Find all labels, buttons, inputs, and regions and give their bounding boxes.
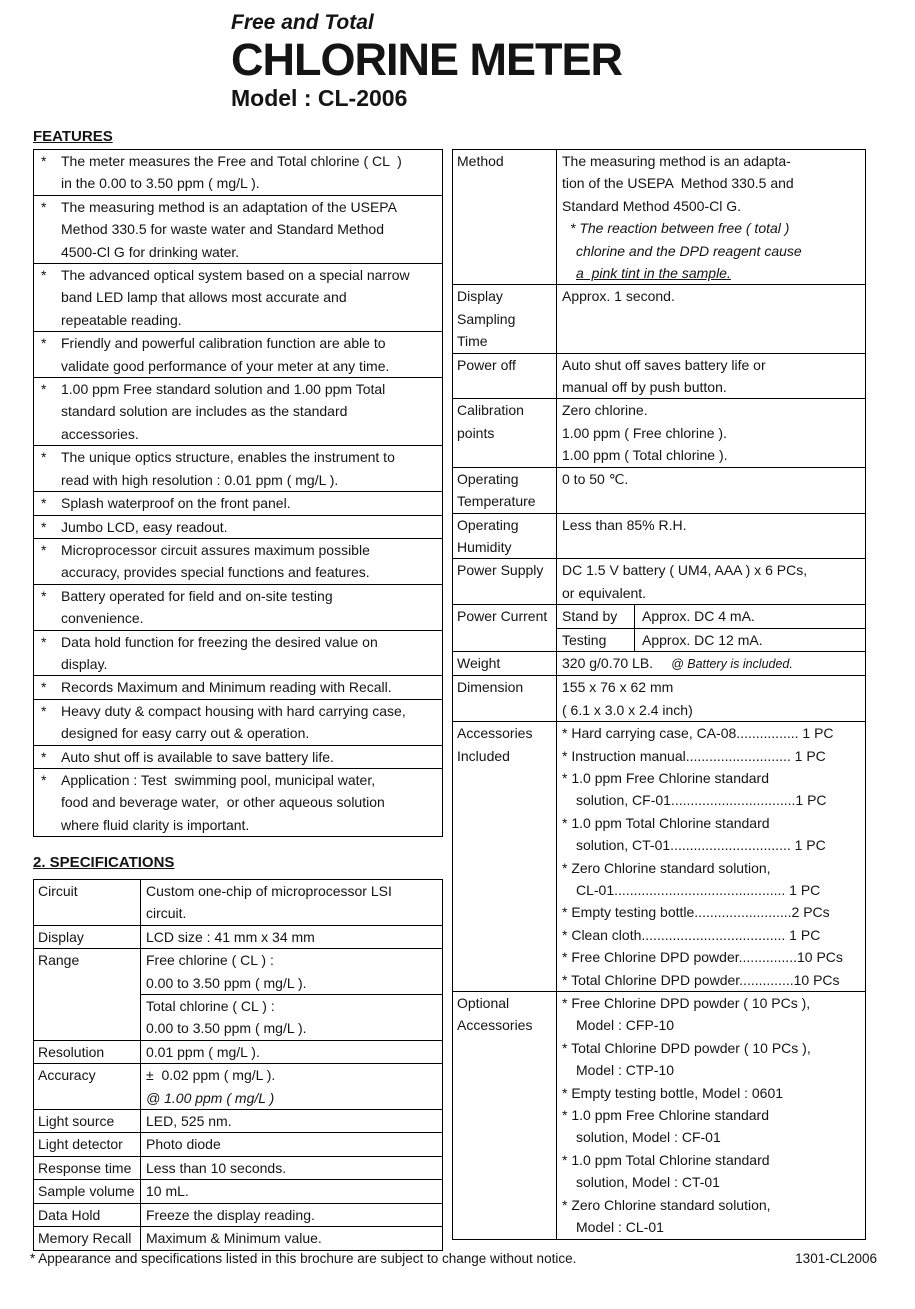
spec-row-label (34, 1110, 141, 1132)
spec-row (34, 1040, 442, 1063)
meas-row-value (557, 676, 865, 721)
text-line: where fluid clarity is important. (61, 816, 250, 833)
text-line: * Empty testing bottle, Model : 0601 (562, 1084, 784, 1101)
spec-row-label (34, 1064, 141, 1109)
value-part (141, 1110, 442, 1132)
value-part (141, 1180, 442, 1202)
text-line: Accessories (457, 1017, 533, 1034)
text-line: chlorine and the DPD reagent cause (576, 242, 802, 259)
bullet-asterisk: * (41, 153, 47, 169)
text-line: 0.01 ppm ( mg/L ). (146, 1043, 260, 1060)
text-line: Operating (457, 516, 519, 533)
spec-row-label (34, 1180, 141, 1202)
feature-text (61, 378, 442, 445)
spec-row (34, 925, 442, 948)
spec-row-value (141, 1041, 442, 1063)
feature-item (34, 377, 442, 445)
bullet-asterisk: * (41, 335, 47, 352)
meas-row-value (557, 605, 865, 651)
feature-item (34, 263, 442, 331)
text-line: accuracy, provides special functions and features. (61, 564, 370, 581)
text-line: validate good performance of your meter at any time. (61, 357, 390, 374)
text-line: The measuring method is an adapta- (562, 153, 791, 169)
text-line: 1.00 ppm ( Total chlorine ). (562, 447, 728, 464)
text-line: Model : CL-01 (576, 1219, 664, 1236)
text-line: solution, Model : CT-01 (576, 1174, 720, 1191)
meas-row (453, 467, 865, 513)
text-line: Application : Test swimming pool, municipal water, (61, 771, 376, 788)
text-line: read with high resolution : 0.01 ppm ( mg/L ). (61, 471, 339, 488)
text-line: Free chlorine ( CL ) : (146, 952, 274, 969)
feature-item (34, 768, 442, 836)
bullet-asterisk: * (41, 679, 47, 696)
text-line: Total chlorine ( CL ) : (146, 998, 275, 1015)
spec-row (34, 880, 442, 925)
text-line: Method (457, 153, 504, 169)
feature-text (61, 446, 442, 491)
spec-row (34, 948, 442, 1040)
text-line: * Instruction manual........................... 1 PC (562, 747, 826, 764)
text-line: LED, 525 nm. (146, 1113, 232, 1130)
text-line: Display (38, 928, 84, 945)
text-line: Accessories (457, 725, 533, 742)
text-line: 0.00 to 3.50 ppm ( mg/L ). (146, 974, 307, 991)
text-line: Model : CTP-10 (576, 1062, 675, 1079)
text-line: * Empty testing bottle.........................2 PCs (562, 904, 830, 921)
feature-text (61, 150, 442, 195)
feature-text (61, 631, 442, 676)
text-line: points (457, 424, 495, 441)
meas-row-label (453, 605, 557, 651)
text-line: * Clean cloth..................................... 1 PC (562, 926, 821, 943)
feature-text (61, 700, 442, 745)
value-part (141, 1204, 442, 1226)
meas-row-value (557, 399, 865, 466)
text-line: Power Current (457, 608, 548, 625)
feature-item (34, 745, 442, 768)
text-line: The measuring method is an adaptation of the USEPA (61, 198, 397, 215)
text-line: The meter measures the Free and Total chlorine ( CL ) (61, 153, 402, 169)
text-line: Approx. DC 12 mA. (642, 631, 763, 648)
sub-row (557, 628, 865, 651)
text-line: Splash waterproof on the front panel. (61, 495, 291, 512)
meas-row-label (453, 354, 557, 399)
text-line: Light source (38, 1113, 115, 1130)
spec-row-value (141, 880, 442, 925)
feature-item (34, 538, 442, 584)
text-line: The unique optics structure, enables the instrument to (61, 449, 395, 466)
meas-row-label (453, 652, 557, 675)
page-title: CHLORINE METER (231, 34, 622, 86)
bullet-asterisk: * (41, 633, 47, 650)
meas-row-value (557, 652, 865, 675)
meas-row-label (453, 514, 557, 559)
footer-note: * Appearance and specifications listed in this brochure are subject to change without notice. (30, 1251, 577, 1266)
meas-row-value (557, 992, 865, 1238)
spec-row (34, 1203, 442, 1226)
spec-row-label (34, 1157, 141, 1179)
spec-row-label (34, 1041, 141, 1063)
features-box (33, 149, 443, 837)
feature-text (61, 264, 442, 331)
text-line: Auto shut off saves battery life or (562, 356, 766, 373)
spec-row-value (141, 949, 442, 1040)
feature-text (61, 332, 442, 377)
text-line: standard solution are includes as the standard (61, 403, 348, 420)
text-line: Light detector (38, 1136, 123, 1153)
text-line: 0 to 50 ℃. (562, 470, 629, 487)
meas-row-label (453, 722, 557, 991)
text-line: 4500-Cl G for drinking water. (61, 243, 240, 260)
text-line: a pink tint in the sample. (576, 265, 731, 282)
text-line (562, 652, 865, 675)
text-line: solution, CT-01............................... 1 PC (576, 837, 826, 854)
value-part (557, 722, 865, 991)
meas-row (453, 353, 865, 399)
text-line: 0.00 to 3.50 ppm ( mg/L ). (146, 1020, 307, 1037)
text-line: Standard Method 4500-Cl G. (562, 197, 741, 214)
text-line: * 1.0 ppm Total Chlorine standard (562, 1151, 770, 1168)
feature-text (61, 585, 442, 630)
text-line: * 1.0 ppm Total Chlorine standard (562, 814, 770, 831)
text-line: LCD size : 41 mm x 34 mm (146, 928, 315, 945)
meas-row-label (453, 559, 557, 604)
text-line: Sampling (457, 310, 516, 327)
text-line: Heavy duty & compact housing with hard carrying case, (61, 702, 406, 719)
meas-row (453, 604, 865, 651)
text-line: Friendly and powerful calibration function are able to (61, 335, 386, 352)
text-line: accessories. (61, 425, 139, 442)
spec-row-value (141, 1064, 442, 1109)
feature-item (34, 491, 442, 514)
feature-text (61, 769, 442, 836)
bullet-asterisk: * (41, 587, 47, 604)
feature-text (61, 539, 442, 584)
text-line: Circuit (38, 883, 78, 899)
text-line: Sample volume (38, 1183, 135, 1200)
spec-row (34, 1226, 442, 1249)
text-line: 10 mL. (146, 1183, 189, 1200)
text-line: display. (61, 655, 108, 672)
measurement-spec-table (452, 149, 866, 1240)
text-line: ± 0.02 ppm ( mg/L ). (146, 1067, 276, 1084)
value-part (141, 994, 442, 1040)
meas-row (453, 398, 865, 466)
sub-value (635, 605, 865, 627)
meas-row-value (557, 150, 865, 284)
spec-row-value (141, 1204, 442, 1226)
value-part (557, 514, 865, 559)
meas-row (453, 721, 865, 991)
text-line: @ 1.00 ppm ( mg/L ) (146, 1089, 275, 1106)
text-line: Freeze the display reading. (146, 1206, 315, 1223)
text-line: circuit. (146, 905, 187, 922)
spec-row-label (34, 880, 141, 925)
sub-row (557, 605, 865, 627)
text-line: * Free Chlorine DPD powder...............10 PCs (562, 949, 843, 966)
text-line: Power off (457, 356, 516, 373)
bullet-asterisk: * (41, 495, 47, 512)
feature-item (34, 699, 442, 745)
bullet-asterisk: * (41, 518, 47, 535)
feature-text (61, 492, 442, 514)
bullet-asterisk: * (41, 198, 47, 215)
text-line: Maximum & Minimum value. (146, 1230, 322, 1247)
text-line: Dimension (457, 679, 524, 696)
meas-row-value (557, 468, 865, 513)
text-line: Zero chlorine. (562, 402, 648, 419)
text-line: Calibration (457, 402, 524, 419)
text-line: designed for easy carry out & operation. (61, 725, 310, 742)
feature-item (34, 331, 442, 377)
text-line: Microprocessor circuit assures maximum possible (61, 541, 370, 558)
sub-key (557, 605, 635, 627)
meas-row (453, 651, 865, 675)
value-part (141, 1227, 442, 1249)
feature-item (34, 150, 442, 195)
text-segment: @ Battery is included. (671, 656, 793, 671)
spec-row (34, 1156, 442, 1179)
text-line: Time (457, 333, 488, 350)
meas-row (453, 284, 865, 352)
meas-row-value (557, 285, 865, 352)
text-line: Operating (457, 470, 519, 487)
text-line: Approx. 1 second. (562, 288, 675, 305)
sub-key (557, 629, 635, 651)
header (231, 10, 622, 112)
text-line: Resolution (38, 1043, 105, 1060)
text-line: Records Maximum and Minimum reading with Recall. (61, 679, 392, 696)
text-line: Data hold function for freezing the desired value on (61, 633, 378, 650)
text-line: Data Hold (38, 1206, 101, 1223)
bullet-asterisk: * (41, 748, 47, 765)
value-part (141, 949, 442, 994)
text-line: Weight (457, 654, 501, 671)
feature-text (61, 196, 442, 263)
spec-row-label (34, 926, 141, 948)
spec-row (34, 1132, 442, 1155)
specifications-heading: 2. SPECIFICATIONS (33, 854, 175, 871)
text-line: CL-01............................................ 1 PC (576, 882, 821, 898)
meas-row (453, 150, 865, 284)
text-line: * Free Chlorine DPD powder ( 10 PCs ), (562, 995, 811, 1012)
text-line: in the 0.00 to 3.50 ppm ( mg/L ). (61, 175, 260, 192)
feature-text (61, 676, 442, 698)
text-line: Custom one-chip of microprocessor LSI (146, 883, 392, 899)
text-line: Optional (457, 995, 510, 1012)
meas-row-value (557, 514, 865, 559)
text-line: * Zero Chlorine standard solution, (562, 859, 771, 876)
value-part (557, 559, 865, 604)
text-line: * The reaction between free ( total ) (570, 220, 790, 237)
text-line: * Total Chlorine DPD powder..............10 PCs (562, 971, 840, 988)
text-line: Included (457, 747, 510, 764)
text-line: Photo diode (146, 1136, 221, 1153)
meas-row-label (453, 150, 557, 284)
feature-item (34, 445, 442, 491)
meas-row-label (453, 285, 557, 352)
spec-row-label (34, 949, 141, 1040)
text-line: solution, Model : CF-01 (576, 1129, 721, 1146)
text-line: DC 1.5 V battery ( UM4, AAA ) x 6 PCs, (562, 562, 808, 579)
bullet-asterisk: * (41, 702, 47, 719)
meas-row-label (453, 676, 557, 721)
text-line: * Zero Chlorine standard solution, (562, 1196, 771, 1213)
text-line: Stand by (562, 608, 618, 625)
spec-row-value (141, 1157, 442, 1179)
value-part (557, 150, 865, 284)
value-part (557, 652, 865, 675)
text-line: 155 x 76 x 62 mm (562, 679, 674, 696)
text-segment: 320 g/0.70 LB. (562, 654, 654, 671)
text-line: Less than 10 seconds. (146, 1159, 287, 1176)
text-line: tion of the USEPA Method 330.5 and (562, 175, 794, 192)
spec-row-label (34, 1227, 141, 1249)
text-line: Range (38, 952, 80, 969)
spec-row-label (34, 1204, 141, 1226)
text-line: The advanced optical system based on a special narrow (61, 267, 410, 284)
text-line: repeatable reading. (61, 311, 182, 328)
doc-code: 1301-CL2006 (795, 1251, 877, 1266)
meas-row (453, 675, 865, 721)
text-line: Auto shut off is available to save battery life. (61, 748, 334, 765)
spec-row-value (141, 1110, 442, 1132)
value-part (557, 992, 865, 1238)
value-part (557, 676, 865, 721)
spec-row-value (141, 926, 442, 948)
text-line: Method 330.5 for waste water and Standard Method (61, 221, 384, 238)
meas-row (453, 558, 865, 604)
text-line: band LED lamp that allows most accurate and (61, 289, 347, 306)
text-line: Humidity (457, 538, 512, 555)
bullet-asterisk: * (41, 267, 47, 284)
meas-row-value (557, 559, 865, 604)
text-line: Less than 85% R.H. (562, 516, 687, 533)
meas-row-label (453, 468, 557, 513)
text-line: 1.00 ppm Free standard solution and 1.00 ppm Total (61, 381, 386, 398)
meas-row-value (557, 354, 865, 399)
feature-item (34, 195, 442, 263)
sub-value (635, 629, 865, 651)
feature-item (34, 630, 442, 676)
text-line: Response time (38, 1159, 132, 1176)
value-part (557, 285, 865, 352)
value-part (141, 880, 442, 925)
feature-text (61, 746, 442, 768)
bullet-asterisk: * (41, 449, 47, 466)
text-line: or equivalent. (562, 584, 647, 601)
value-part (141, 1064, 442, 1109)
text-line: Battery operated for field and on-site testing (61, 587, 333, 604)
features-heading: FEATURES (33, 128, 113, 145)
meas-row-label (453, 399, 557, 466)
text-line: Memory Recall (38, 1230, 132, 1247)
text-line: convenience. (61, 610, 144, 627)
spec-row-label (34, 1133, 141, 1155)
spec-row (34, 1179, 442, 1202)
text-line: Power Supply (457, 562, 544, 579)
bullet-asterisk: * (41, 541, 47, 558)
text-line: Jumbo LCD, easy readout. (61, 518, 228, 535)
meas-row (453, 991, 865, 1238)
text-line: * Total Chlorine DPD powder ( 10 PCs ), (562, 1039, 811, 1056)
value-part (557, 399, 865, 466)
text-line: Display (457, 288, 503, 305)
spec-row-value (141, 1227, 442, 1249)
text-line: Temperature (457, 493, 536, 510)
text-line: * 1.0 ppm Free Chlorine standard (562, 769, 769, 786)
text-line: Model : CFP-10 (576, 1017, 675, 1034)
feature-item (34, 515, 442, 538)
text-line: Approx. DC 4 mA. (642, 608, 755, 625)
text-line: Testing (562, 631, 607, 648)
text-line: 1.00 ppm ( Free chlorine ). (562, 424, 727, 441)
value-part (141, 1041, 442, 1063)
spec-row (34, 1109, 442, 1132)
text-line: * 1.0 ppm Free Chlorine standard (562, 1107, 769, 1124)
text-line: * Hard carrying case, CA-08................ 1 PC (562, 725, 834, 742)
text-line: Accuracy (38, 1067, 96, 1084)
meas-row (453, 513, 865, 559)
value-part (557, 354, 865, 399)
value-part (557, 468, 865, 513)
text-line: ( 6.1 x 3.0 x 2.4 inch) (562, 701, 693, 718)
meas-row-label (453, 992, 557, 1238)
value-part (141, 1157, 442, 1179)
value-part (141, 1133, 442, 1155)
spec-row-value (141, 1180, 442, 1202)
text-line: food and beverage water, or other aqueous solution (61, 794, 385, 811)
page-subtitle: Free and Total (231, 11, 374, 34)
feature-item (34, 675, 442, 698)
feature-item (34, 584, 442, 630)
spec-row (34, 1063, 442, 1109)
spec-row-value (141, 1133, 442, 1155)
text-line: manual off by push button. (562, 379, 727, 396)
specifications-table (33, 879, 443, 1251)
bullet-asterisk: * (41, 771, 47, 788)
value-part (141, 926, 442, 948)
feature-text (61, 516, 442, 538)
model-number: Model : CL-2006 (231, 84, 408, 111)
text-line: solution, CF-01................................1 PC (576, 792, 827, 809)
bullet-asterisk: * (41, 381, 47, 398)
meas-row-value (557, 722, 865, 991)
